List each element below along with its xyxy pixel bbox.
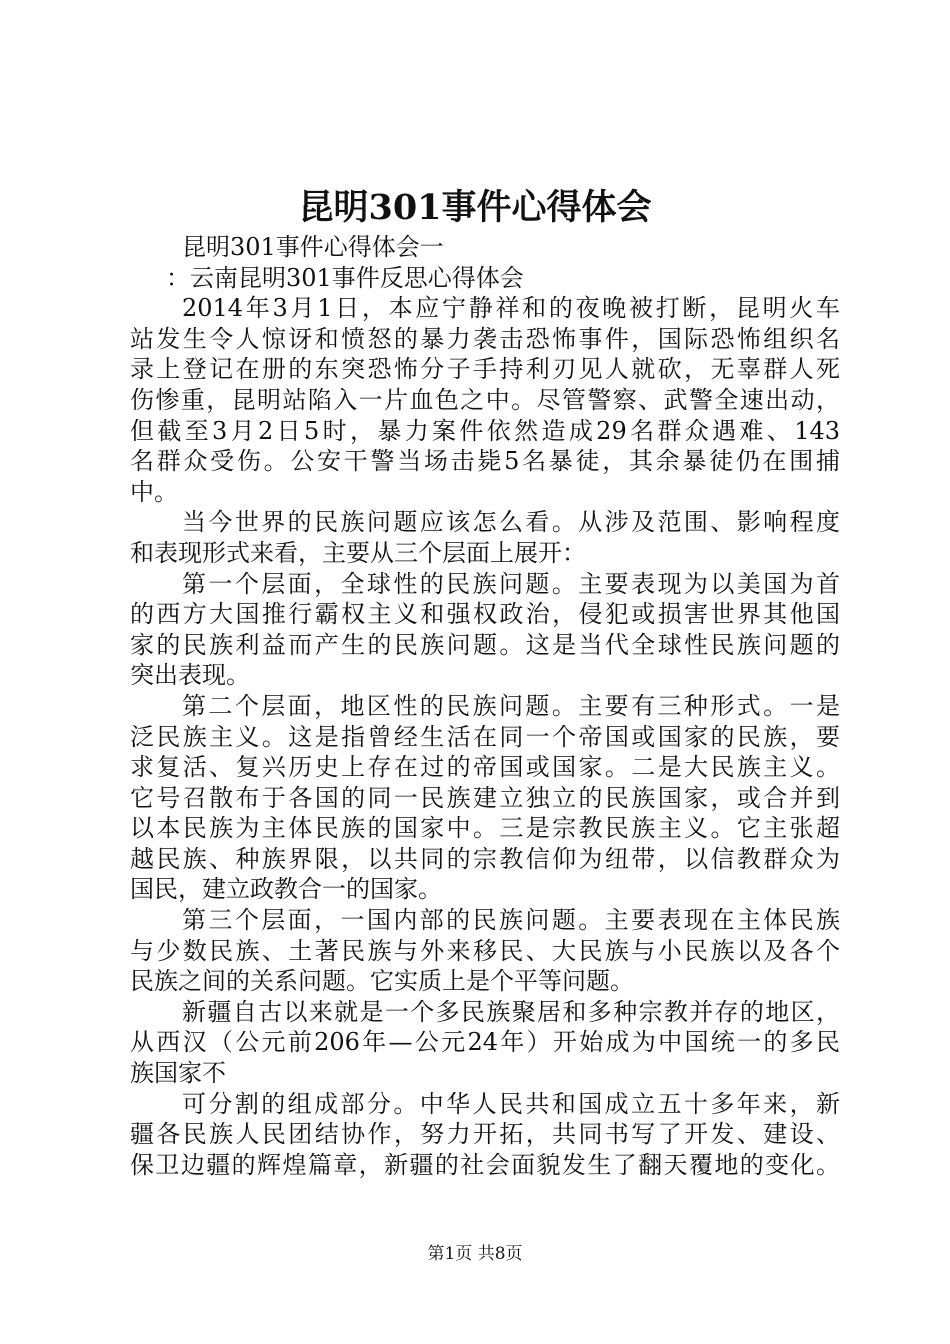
text-line: 与少数民族、土著民族与外来移民、大民族与小民族以及各个 [130,936,840,965]
text-line: 第一个层面，全球性的民族问题。主要表现为以美国为首 [182,569,840,598]
text-line: 越民族、种族界限，以共同的宗教信仰为纽带，以信教群众为 [130,844,840,873]
text-line: 伤惨重，昆明站陷入一片血色之中。尽管警察、武警全速出动， [130,385,840,414]
text-line: 名群众受伤。公安干警当场击毙5名暴徒，其余暴徒仍在围捕 [130,447,840,476]
text-line: 站发生令人惊讶和愤怒的暴力袭击恐怖事件，国际恐怖组织名 [130,324,840,353]
text-line: 但截至3月2日5时，暴力案件依然造成29名群众遇难、143 [130,416,840,445]
text-line: 它号召散布于各国的同一民族建立独立的民族国家，或合并到 [130,783,840,812]
body-text [130,232,840,1180]
text-line: 突出表现。 [130,661,250,690]
text-line: 族国家不 [130,1059,226,1088]
text-line: 2014年3月1日，本应宁静祥和的夜晚被打断，昆明火车 [182,294,840,323]
subtitle-line: ：云南昆明301事件反思心得体会 [166,263,524,292]
page-title: 昆明301事件心得体会 [298,187,652,228]
text-line: 家的民族利益而产生的民族问题。这是当代全球性民族问题的 [130,630,840,659]
text-line: 第二个层面，地区性的民族问题。主要有三种形式。一是 [182,691,840,720]
page-number: 第1页 共8页 [427,1244,523,1264]
text-line: 的西方大国推行霸权主义和强权政治，侵犯或损害世界其他国 [130,600,840,629]
text-line: 中。 [130,477,178,506]
text-line: 从西汉（公元前206年—公元24年）开始成为中国统一的多民 [130,1028,840,1057]
text-line: 以本民族为主体民族的国家中。三是宗教民族主义。它主张超 [130,814,840,843]
text-line: 可分割的组成部分。中华人民共和国成立五十多年来，新 [182,1089,840,1118]
text-line: 民族之间的关系问题。它实质上是个平等问题。 [130,967,634,996]
text-line: 和表现形式来看，主要从三个层面上展开： [130,538,586,567]
text-line: 保卫边疆的辉煌篇章，新疆的社会面貌发生了翻天覆地的变化。 [130,1150,840,1179]
text-line: 泛民族主义。这是指曾经生活在同一个帝国或国家的民族，要 [130,722,840,751]
text-line: 录上登记在册的东突恐怖分子手持利刃见人就砍，无辜群人死 [130,355,840,384]
text-line: 新疆自古以来就是一个多民族聚居和多种宗教并存的地区， [182,997,840,1026]
subtitle-line: 昆明301事件心得体会一 [182,233,444,261]
text-line: 求复活、复兴历史上存在过的帝国或国家。二是大民族主义。 [130,753,840,782]
text-line: 疆各民族人民团结协作，努力开拓，共同书写了开发、建设、 [130,1120,840,1149]
text-line: 第三个层面，一国内部的民族问题。主要表现在主体民族 [182,906,840,935]
text-line: 国民，建立政教合一的国家。 [130,875,442,904]
text-line: 当今世界的民族问题应该怎么看。从涉及范围、影响程度 [182,508,840,537]
